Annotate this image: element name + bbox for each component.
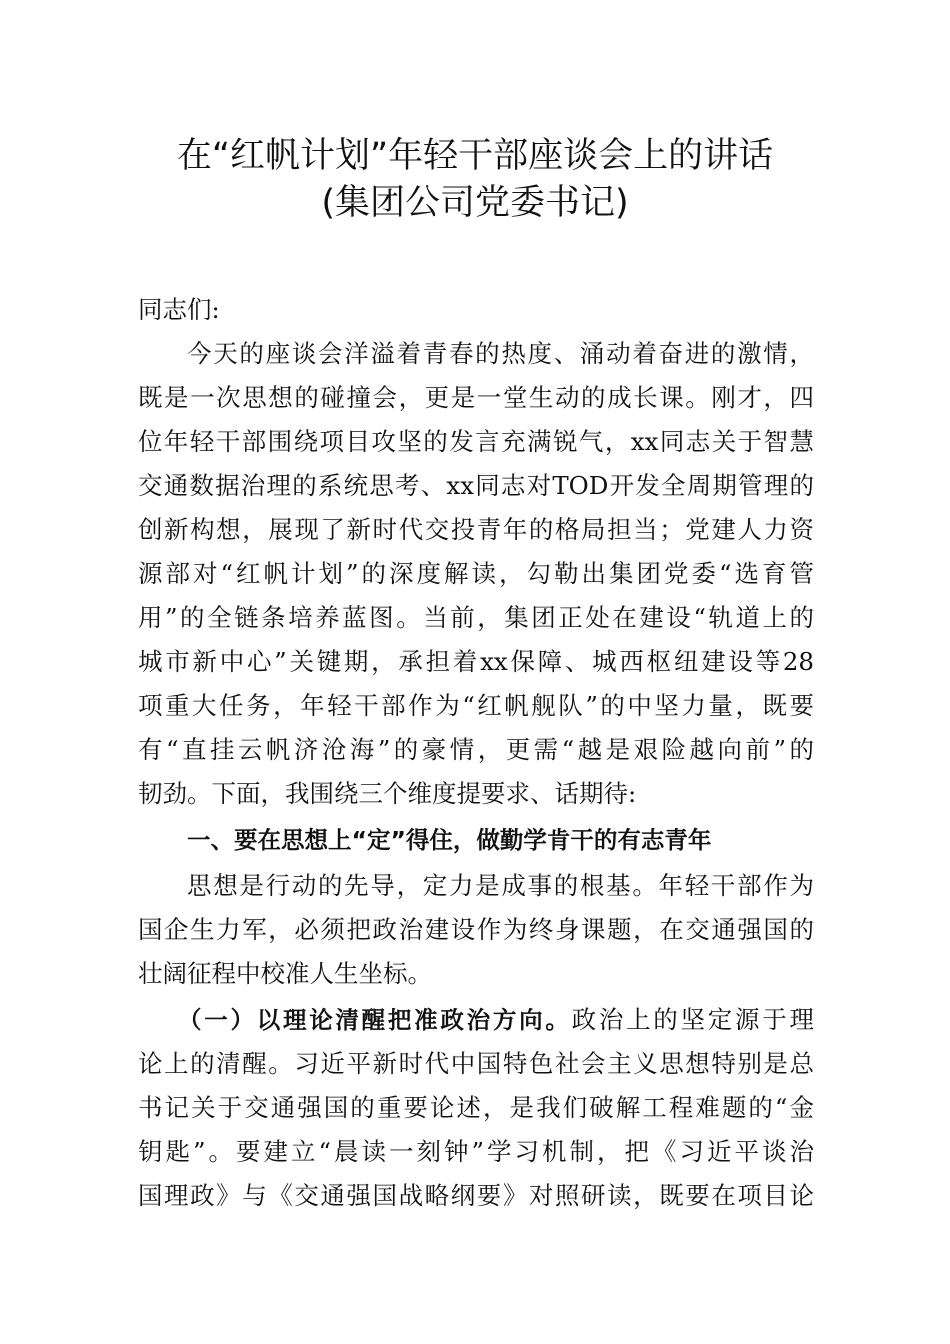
paragraph-line: 韧劲。下面，我围绕三个维度提要求、话期待: — [138, 779, 637, 808]
paragraph-line: 今天的座谈会洋溢着青春的热度、涌动着奋进的激情， — [187, 339, 814, 368]
paragraph-line: 有“直挂云帆济沧海”的豪情，更需“越是艰险越向前”的 — [138, 735, 814, 764]
paragraph-line: 城市新中心”关键期，承担着xx保障、城西枢纽建设等28 — [138, 647, 814, 676]
subsection-heading: （一）以理论清醒把准政治方向。 — [178, 1006, 572, 1034]
paragraph-line: 既是一次思想的碰撞会，更是一堂生动的成长课。刚才，四 — [138, 383, 814, 412]
section-heading: 一、要在思想上“定”得住，做勤学肯干的有志青年 — [187, 826, 712, 854]
paragraph-line: 国理政》与《交通强国战略纲要》对照研读，既要在项目论 — [138, 1181, 814, 1210]
paragraph-line: 书记关于交通强国的重要论述，是我们破解工程难题的“金 — [138, 1093, 814, 1122]
paragraph-line: 项重大任务，年轻干部作为“红帆舰队”的中坚力量，既要 — [138, 691, 814, 720]
paragraph-line: 位年轻干部围绕项目攻坚的发言充满锐气，xx同志关于智慧 — [138, 427, 814, 456]
subsection-lead-text: 政治上的坚定源于理 — [571, 1005, 815, 1034]
paragraph-line: 钥匙”。要建立“晨读一刻钟”学习机制，把《习近平谈治 — [138, 1137, 814, 1166]
document-subtitle: (集团公司党委书记) — [321, 183, 629, 223]
paragraph-line: 用”的全链条培养蓝图。当前，集团正处在建设“轨道上的 — [138, 603, 814, 632]
paragraph-line: 交通数据治理的系统思考、xx同志对TOD开发全周期管理的 — [138, 471, 814, 500]
subsection-lead-line — [138, 998, 814, 1042]
paragraph-line: 源部对“红帆计划”的深度解读，勾勒出集团党委“选育管 — [138, 559, 814, 588]
paragraph-line: 创新构想，展现了新时代交投青年的格局担当；党建人力资 — [138, 515, 814, 544]
salutation: 同志们: — [138, 295, 220, 324]
paragraph-line: 壮阔征程中校准人生坐标。 — [138, 959, 432, 988]
document-title: 在“红帆计划”年轻干部座谈会上的讲话 — [176, 136, 774, 176]
paragraph-line: 思想是行动的先导，定力是成事的根基。年轻干部作为 — [187, 871, 814, 900]
paragraph-line: 论上的清醒。习近平新时代中国特色社会主义思想特别是总 — [138, 1049, 814, 1078]
paragraph-line: 国企生力军，必须把政治建设作为终身课题，在交通强国的 — [138, 915, 814, 944]
